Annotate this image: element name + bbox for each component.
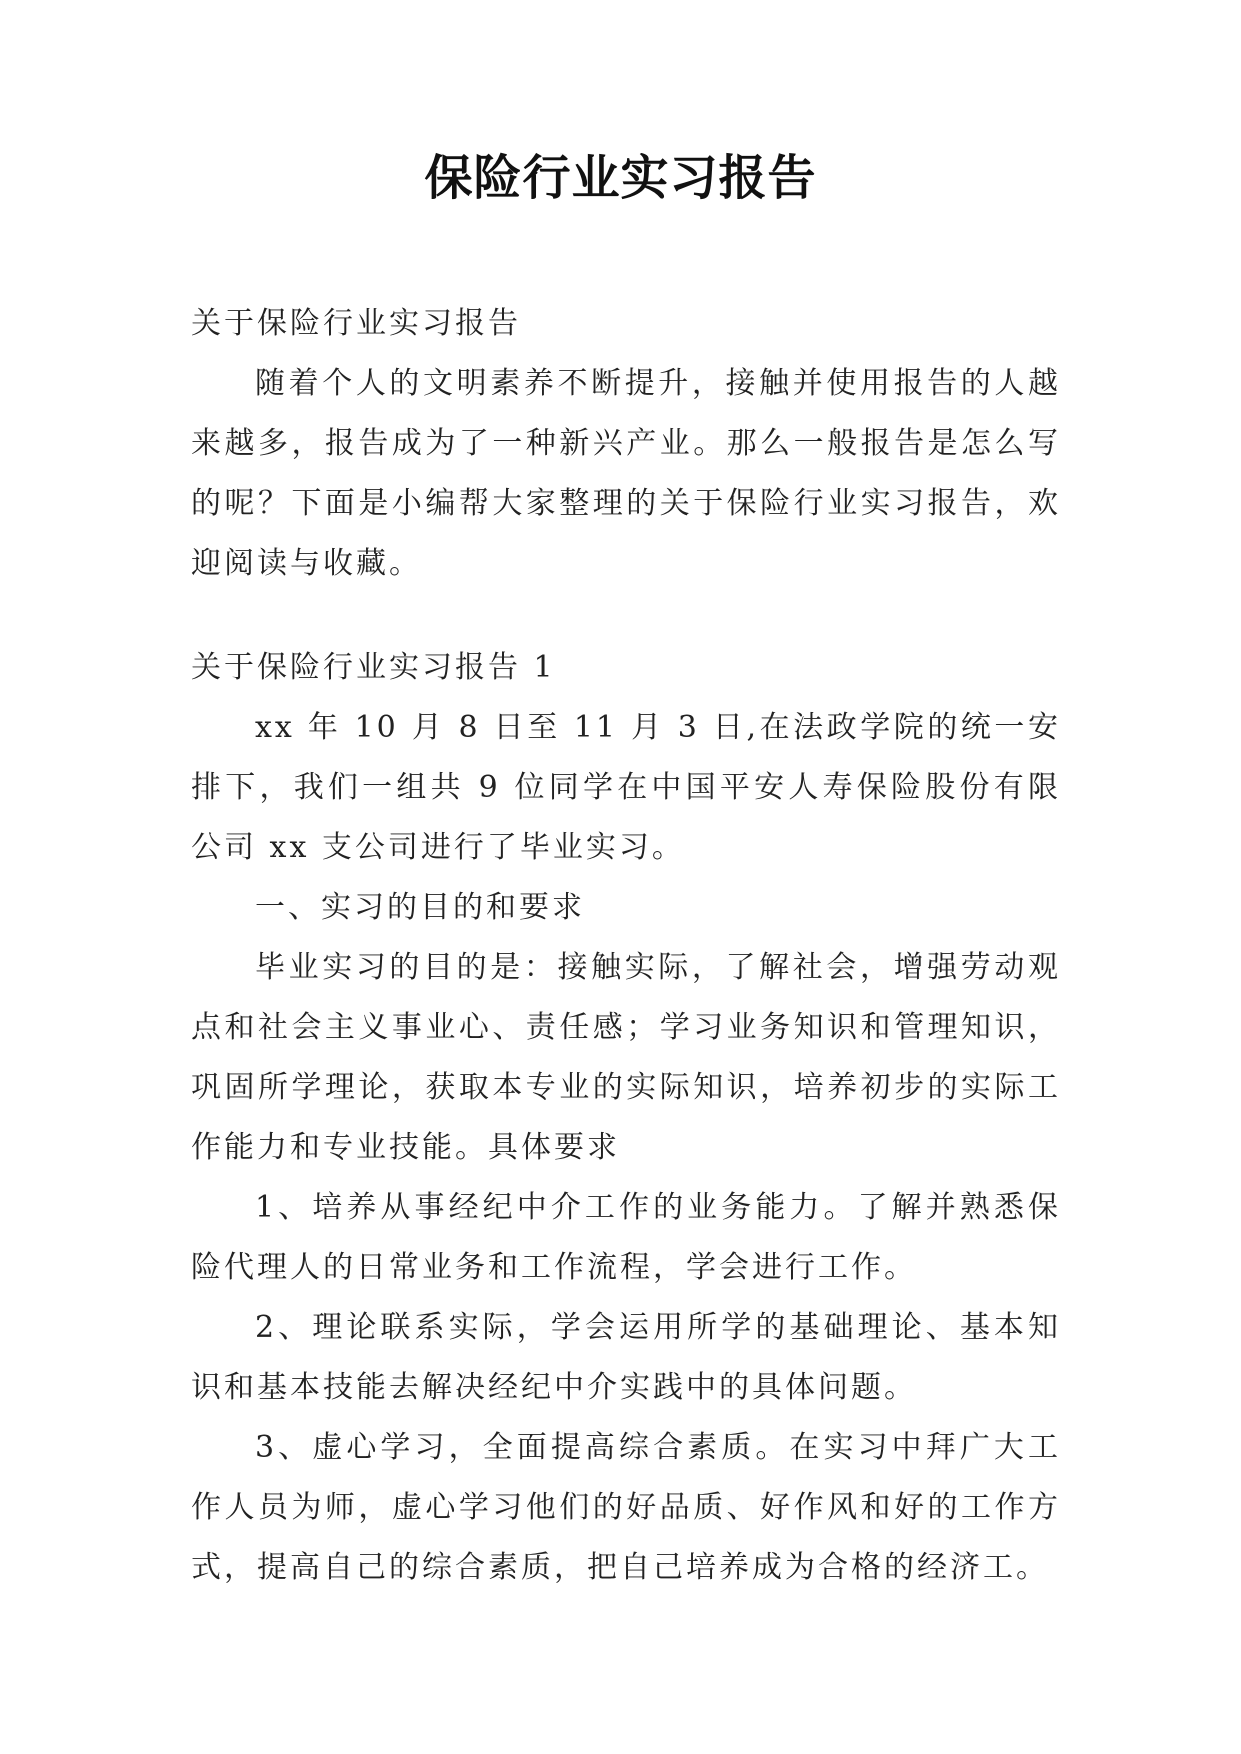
section-1-subheading-purpose: 一、实习的目的和要求 xyxy=(255,890,585,925)
section-1-requirement-1: 1、培养从事经纪中介工作的业务能力。了解并熟悉保险代理人的日常业务和工作流程，学会进行工作。 xyxy=(191,1190,1061,1285)
section-1-requirement-3: 3、虚心学习，全面提高综合素质。在实习中拜广大工作人员为师，虚心学习他们的好品质、好作风和好的工作方式，提高自己的综合素质，把自己培养成为合格的经济工。 xyxy=(191,1430,1061,1585)
intro-paragraph: 随着个人的文明素养不断提升，接触并使用报告的人越来越多，报告成为了一种新兴产业。那么一般报告是怎么写的呢？下面是小编帮大家整理的关于保险行业实习报告，欢迎阅读与收藏。 xyxy=(191,366,1061,581)
section-1-paragraph-internship-overview: xx 年 10 月 8 日至 11 月 3 日,在法政学院的统一安排下，我们一组共 9 位同学在中国平安人寿保险股份有限公司 xx 支公司进行了毕业实习。 xyxy=(191,710,1061,865)
section-1-heading: 关于保险行业实习报告 1 xyxy=(191,650,556,685)
section-1-paragraph-purpose: 毕业实习的目的是：接触实际，了解社会，增强劳动观点和社会主义事业心、责任感；学习业务知识和管理知识，巩固所学理论，获取本专业的实际知识，培养初步的实际工作能力和专业技能。具体要求 xyxy=(191,950,1061,1165)
document-title: 保险行业实习报告 xyxy=(424,150,817,206)
intro-section xyxy=(191,294,1061,594)
section-1 xyxy=(191,638,1061,1598)
section-1-requirement-2: 2、理论联系实际，学会运用所学的基础理论、基本知识和基本技能去解决经纪中介实践中的具体问题。 xyxy=(191,1310,1061,1405)
intro-heading: 关于保险行业实习报告 xyxy=(191,306,521,341)
